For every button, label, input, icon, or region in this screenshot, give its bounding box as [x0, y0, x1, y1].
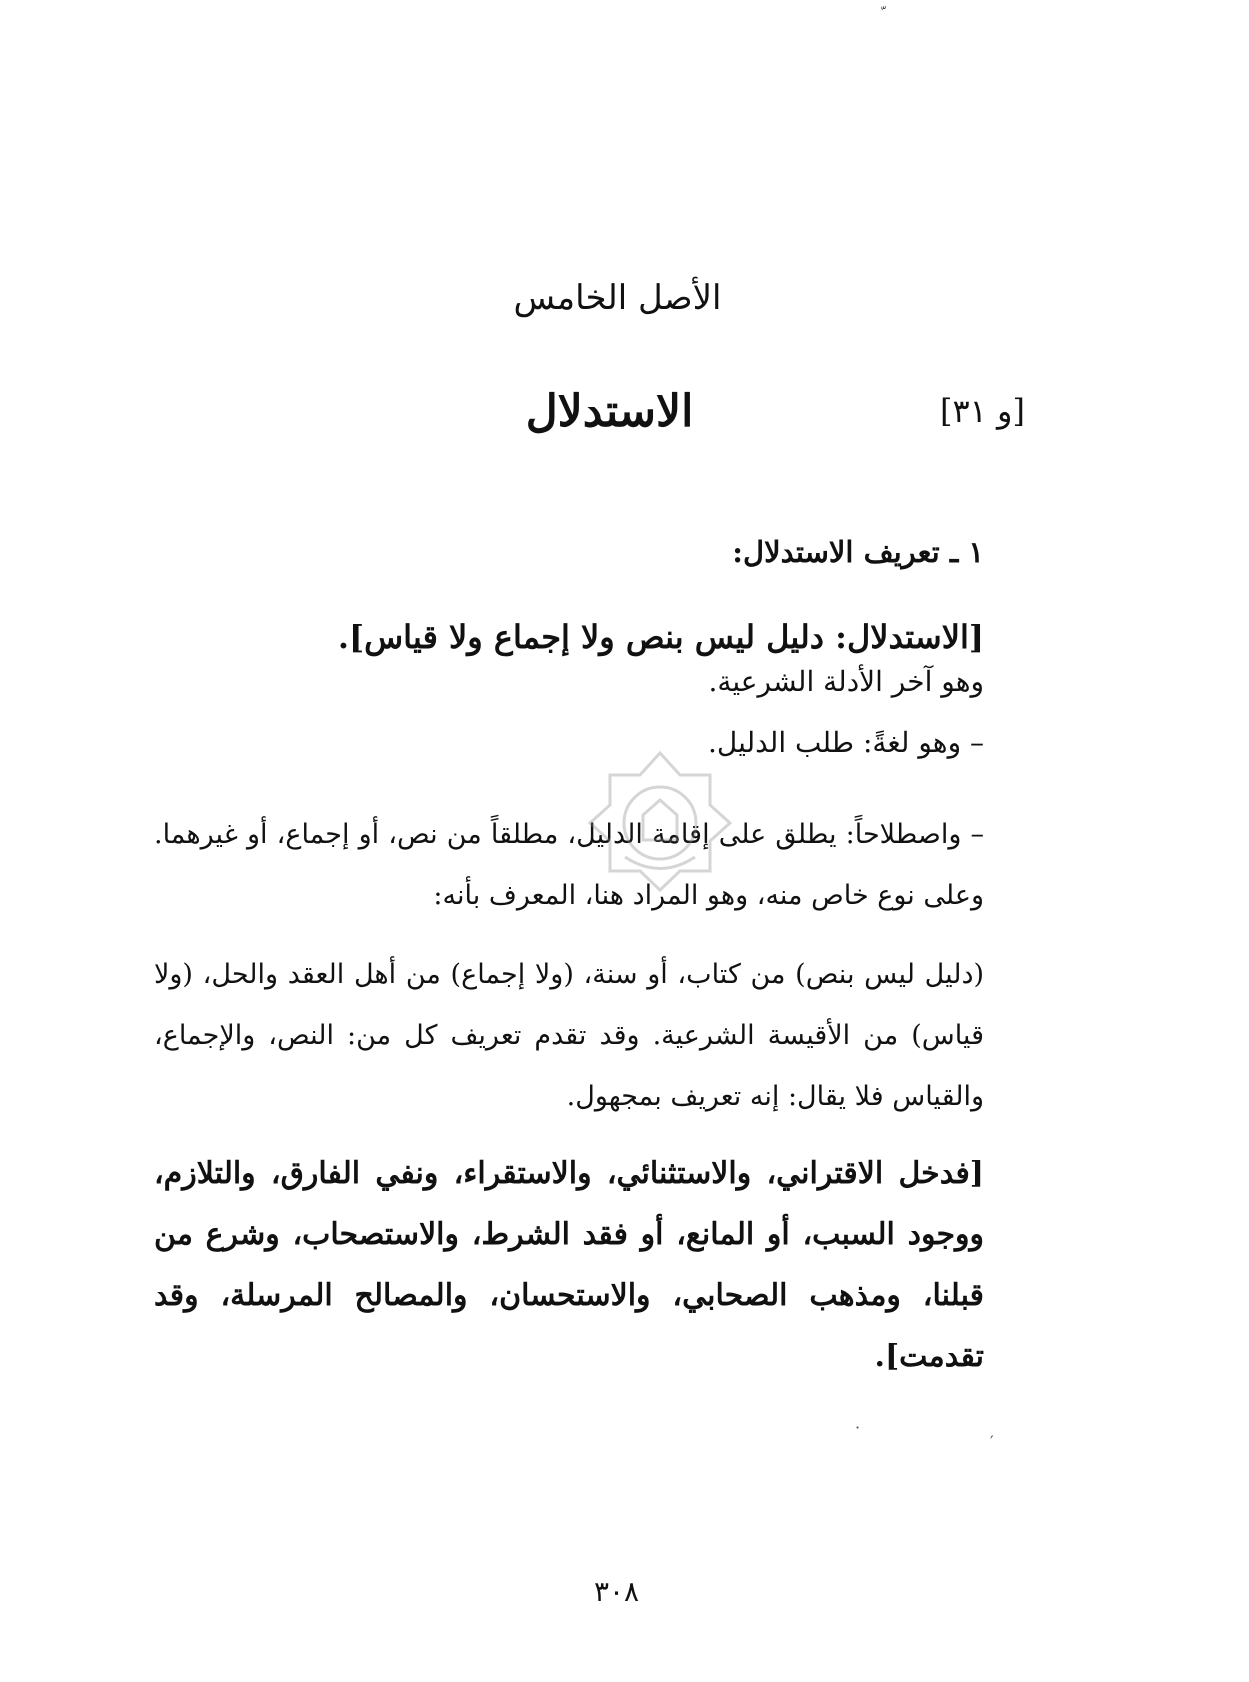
page-number: ٣٠٨: [593, 1575, 640, 1608]
speck-mark: ·: [855, 1418, 861, 1437]
definition-text: [الاستدلال: دليل ليس بنص ولا إجماع ولا قياس].: [337, 618, 984, 656]
seal-watermark-icon: [585, 745, 735, 895]
part-title: الأصل الخامس: [513, 278, 722, 318]
paragraph-3: [فدخل الاقتراني، والاستثنائي، والاستقراء، ونفي الفارق، والتلازم، ووجود السبب، أو المانع، أو فقد الشرط، والاستصحاب، وشرع من قبلنا، ومذهب الصحابي، والاستحسان، والمصالح المرسلة، وقد تقدمت].: [154, 1156, 984, 1374]
paragraph-2: (دليل ليس بنص) من كتاب، أو سنة، (ولا إجماع) من أهل العقد والحل، (ولا قياس) من الأقيسة الشرعية. وقد تقدم تعريف كل من: النص، والإجماع، والقياس فلا يقال: إنه تعريف بمجهول.: [154, 959, 984, 1112]
body-line-1: وهو آخر الأدلة الشرعية.: [708, 665, 984, 698]
speck-mark: ′: [990, 1432, 994, 1451]
section-heading: ١ ـ تعريف الاستدلال:: [732, 535, 984, 569]
paragraph-1: – واصطلاحاً: يطلق على إقامة الدليل، مطلقاً من نص، أو إجماع، أو غيرهما. وعلى نوع خاص منه، وهو المراد هنا، المعرف بأنه:: [154, 819, 984, 911]
folio-reference: [و ٣١]: [940, 392, 1025, 430]
chapter-title: الاستدلال: [525, 386, 694, 437]
body-line-2: – وهو لغةً: طلب الدليل.: [708, 726, 984, 759]
